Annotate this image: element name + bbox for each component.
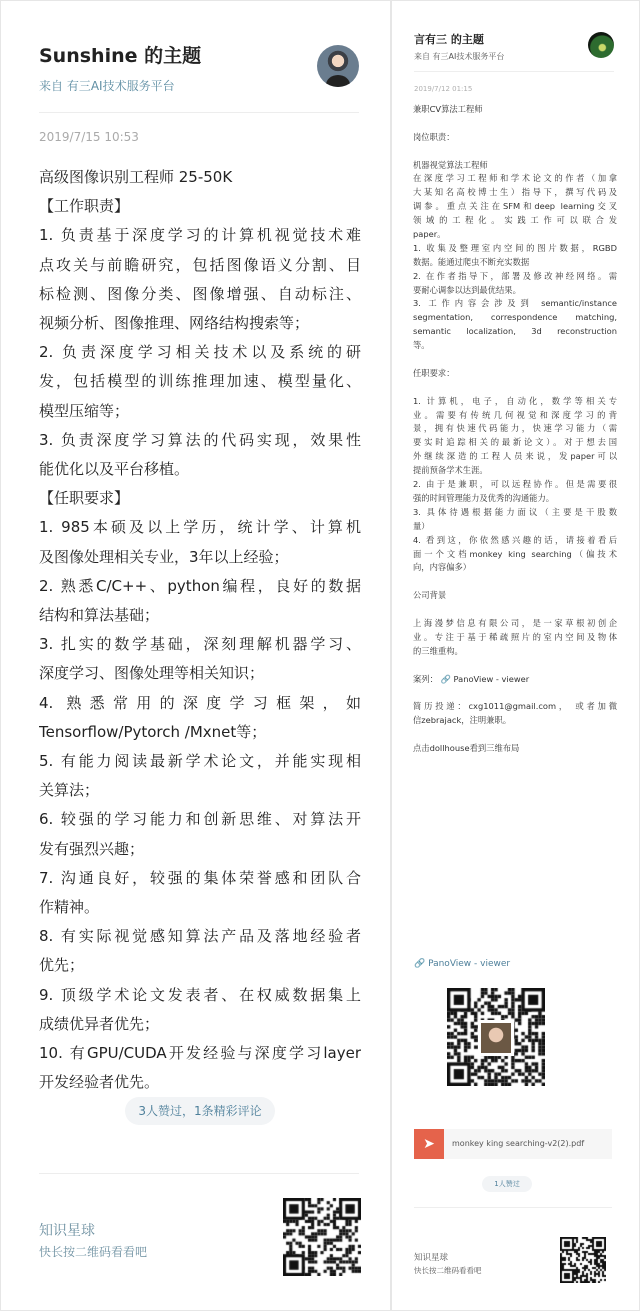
- post-text-line: 模型压缩等；: [39, 401, 130, 420]
- post-text-line: 1. 计算机，电子，自动化，数学等相关专: [413, 395, 617, 406]
- post-text-line: paper。: [413, 229, 446, 240]
- post-text-line: 领域的工程化。实践工作可以联合发: [413, 215, 617, 226]
- post-body: [39, 163, 361, 1098]
- topic-header: [414, 31, 614, 62]
- post-text-line: 面一个文档monkey king searching（偏技术: [413, 548, 617, 559]
- post-text-line: 的三维重构。: [413, 645, 463, 656]
- right-topic-card: [391, 0, 640, 1311]
- divider: [414, 1207, 612, 1208]
- post-text-line: 调参。重点关注在SFM和deep learning交叉: [413, 201, 617, 212]
- post-text-line: 发，包括模型的训练推理加速、模型量化、: [39, 372, 361, 391]
- likes-comments-badge[interactable]: 3人赞过，1条精彩评论: [125, 1097, 275, 1125]
- post-text-line: 要耐心调参以达到最优结果。: [413, 284, 521, 295]
- topic-title: Sunshine 的主题: [39, 45, 202, 67]
- post-text-line: [413, 575, 617, 589]
- post-text-line: 信zebrajack，注明兼职。: [413, 715, 512, 726]
- panoview-link[interactable]: 🔗 PanoView - viewer: [414, 959, 511, 969]
- post-text-line: 3. 具体待遇根据能力面议（主要是干股数: [413, 506, 617, 517]
- post-text-line: [413, 603, 617, 617]
- post-text-line: segmentation, correspondence matching,: [413, 312, 617, 323]
- qr-code-icon[interactable]: [560, 1237, 606, 1283]
- post-text-line: semantic localization, 3d reconstruction: [413, 326, 617, 337]
- post-text-line: 发有强烈兴趣；: [39, 839, 145, 858]
- post-text-line: 点攻关与前瞻研究，包括图像语义分割、目: [39, 255, 361, 274]
- post-text-line: 点击dollhouse看到三维布局: [413, 742, 520, 753]
- post-text-line: 优先；: [39, 956, 85, 975]
- post-text-line: 机器视觉算法工程师: [413, 159, 488, 170]
- divider: [414, 71, 614, 72]
- post-text-line: 在深度学习工程师和学术论文的作者（加拿: [413, 173, 617, 184]
- divider: [39, 1173, 359, 1174]
- post-text-line: 2. 熟悉C/C++、python编程，良好的数据: [39, 576, 361, 595]
- post-text-line: 量）: [413, 520, 430, 531]
- post-text-line: Tensorflow/Pytorch /Mxnet等；: [39, 722, 267, 741]
- post-date: 2019/7/15 10:53: [39, 130, 139, 144]
- post-text-line: 业。需要有传统几何视觉和深度学习的背: [413, 409, 617, 420]
- post-text-line: 数据。能通过爬虫不断充实数据: [413, 256, 530, 267]
- post-text-line[interactable]: 案列： 🔗 PanoView - viewer: [413, 673, 530, 684]
- post-text-line: 4. 熟悉常用的深度学习框架，如: [39, 693, 361, 712]
- post-text-line: 4. 看到这，你依然感兴趣的话，请接着看后: [413, 534, 617, 545]
- topic-title: 言有三 的主题: [414, 33, 484, 46]
- post-text-line: 1. 负责基于深度学习的计算机视觉技术难: [39, 226, 361, 245]
- qr-code-icon[interactable]: [283, 1198, 361, 1276]
- post-text-line: 关算法；: [39, 781, 100, 800]
- post-text-line: [413, 728, 617, 742]
- post-text-line: 8. 有实际视觉感知算法产品及落地经验者: [39, 927, 361, 946]
- post-text-line: 【任职要求】: [39, 489, 130, 508]
- post-text-line: 能优化以及平台移植。: [39, 460, 190, 479]
- post-text-line: 成绩优异者优先；: [39, 1014, 160, 1033]
- post-text-line: 外继续深造的工程人员来说，发paper可以: [413, 451, 617, 462]
- avatar-icon[interactable]: [588, 32, 614, 58]
- likes-badge[interactable]: 1人赞过: [482, 1176, 532, 1192]
- pdf-file-icon: ➤: [414, 1129, 444, 1159]
- divider: [39, 112, 359, 113]
- post-text-line: [413, 117, 617, 131]
- post-text-line: 7. 沟通良好，较强的集体荣誉感和团队合: [39, 868, 361, 887]
- topic-source-link[interactable]: 来自 有三AI技术服务平台: [39, 79, 175, 93]
- footer-subtitle: 快长按二维码看看吧: [39, 1245, 148, 1259]
- footer-title: 知识星球: [414, 1253, 449, 1263]
- post-text-line: 9. 顶级学术论文发表者、在权威数据集上: [39, 985, 361, 1004]
- post-text-line: 公司背景: [413, 590, 447, 601]
- post-text-line: 10. 有GPU/CUDA开发经验与深度学习layer: [39, 1044, 361, 1063]
- post-text-line: 视频分析、图像推理、网络结构搜索等；: [39, 314, 310, 333]
- post-text-line: 上海漫梦信息有限公司，是一家草根初创企: [413, 617, 617, 628]
- qr-center-avatar-icon: [478, 1020, 514, 1056]
- post-text-line: 开发经验者优先。: [39, 1073, 160, 1092]
- post-text-line: 1. 收集及整理室内空间的图片数据，RGBD: [413, 242, 617, 253]
- post-text-line: 及图像处理相关专业，3年以上经验；: [39, 547, 289, 566]
- post-text-line: [413, 686, 617, 700]
- post-date: 2019/7/12 01:15: [414, 85, 473, 93]
- post-text-line: 1. 985本硕及以上学历，统计学、计算机: [39, 518, 361, 537]
- post-text-line: 景，拥有快速代码能力，快速学习能力（需: [413, 423, 617, 434]
- post-text-line: 要实时追踪相关的最新论文）。对于想去国: [413, 437, 617, 448]
- post-text-line: 作精神。: [39, 898, 100, 917]
- post-text-line: [413, 381, 617, 395]
- topic-header: [39, 41, 359, 111]
- topic-source-link[interactable]: 来自 有三AI技术服务平台: [414, 52, 505, 61]
- post-text-line: 简历投递：cxg1011@gmail.com， 或者加微: [413, 701, 617, 712]
- post-text-line: [413, 659, 617, 673]
- avatar-icon[interactable]: [317, 45, 359, 87]
- post-text-line: 岗位职责：: [413, 131, 455, 142]
- post-text-line: 高级图像识别工程师 25-50K: [39, 168, 233, 186]
- post-text-line: 任职要求：: [413, 367, 455, 378]
- post-body: [413, 103, 617, 756]
- post-text-line: 兼职CV算法工程师: [413, 104, 483, 114]
- post-text-line: 3. 工作内容会涉及到 semantic/instance: [413, 298, 617, 309]
- file-name: monkey king searching-v2(2).pdf: [452, 1139, 585, 1148]
- post-text-line: 【工作职责】: [39, 197, 130, 216]
- footer-subtitle: 快长按二维码看看吧: [414, 1266, 482, 1275]
- post-text-line: 2. 由于是兼职，可以远程协作。但是需要很: [413, 479, 617, 490]
- footer-title: 知识星球: [39, 1223, 95, 1239]
- post-text-line: 业。专注于基于稀疏照片的室内空间及物体: [413, 631, 617, 642]
- post-text-line: 3. 扎实的数学基础，深刻理解机器学习、: [39, 635, 361, 654]
- post-text-line: 深度学习、图像处理等相关知识；: [39, 664, 265, 683]
- post-text-line: 等。: [413, 340, 430, 351]
- post-text-line: 结构和算法基础；: [39, 606, 160, 625]
- post-text-line: 6. 较强的学习能力和创新思维、对算法开: [39, 810, 361, 829]
- post-text-line: 5. 有能力阅读最新学术论文，并能实现相: [39, 752, 361, 771]
- post-text-line: 提前预备学术生涯。: [413, 465, 488, 476]
- post-text-line: 2. 在作者指导下，部署及修改神经网络。需: [413, 270, 617, 281]
- post-text-line: 标检测、图像分类、图像增强、自动标注、: [39, 284, 361, 303]
- post-text-line: 3. 负责深度学习算法的代码实现，效果性: [39, 430, 361, 449]
- post-text-line: 大某知名高校博士生）指导下，撰写代码及: [413, 187, 617, 198]
- file-attachment[interactable]: [414, 1129, 612, 1159]
- post-text-line: [413, 145, 617, 159]
- post-text-line: 2. 负责深度学习相关技术以及系统的研: [39, 343, 361, 362]
- post-text-line: [413, 353, 617, 367]
- post-text-line: 强的时间管理能力及优秀的沟通能力。: [413, 492, 555, 503]
- post-text-line: 向，内容偏多）: [413, 562, 472, 573]
